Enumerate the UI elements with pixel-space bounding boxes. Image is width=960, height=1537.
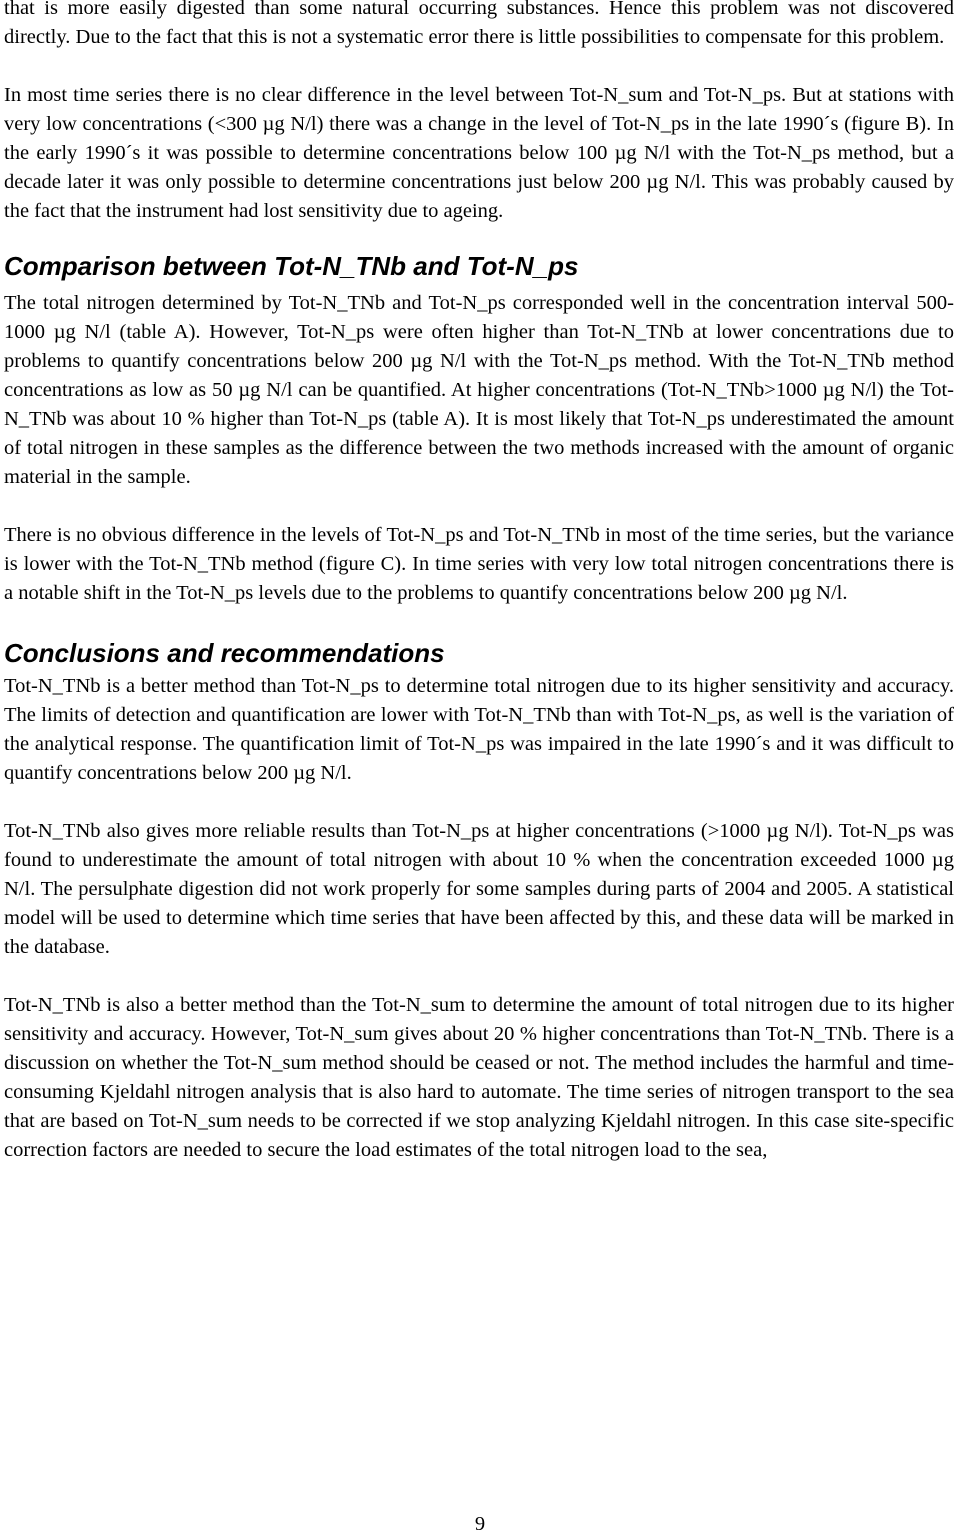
page-number: 9 [474, 1513, 486, 1535]
paragraph: Tot-N_TNb is also a better method than the Tot-N_sum to determine the amount of total nitrogen due to its higher sensitivity and accuracy. However, Tot-N_sum gives about 20 % higher concentrations than Tot-N_TNb. There is a discussion on whether the Tot-N_sum method should be ceased or not. The method includes the harmful and time-consuming Kjeldahl nitrogen analysis that is also hard to automate. The time series of nitrogen transport to the sea that are based on Tot-N_sum needs to be corrected if we stop analyzing Kjeldahl nitrogen. In this case site-specific correction factors are needed to secure the load estimates of the total nitrogen load to the sea, [4, 994, 954, 1161]
paragraph: Tot-N_TNb also gives more reliable results than Tot-N_ps at higher concentrations (>1000 µg N/l). Tot-N_ps was found to underestimate the amount of total nitrogen with about 10 % when the concentration exceeded 1000 µg N/l. The persulphate digestion did not work properly for some samples during parts of 2004 and 2005. A statistical model will be used to determine which time series that have been affected by this, and these data will be marked in the database. [4, 820, 954, 958]
paragraph: Tot-N_TNb is a better method than Tot-N_ps to determine total nitrogen due to its higher sensitivity and accuracy. The limits of detection and quantification are lower with Tot-N_TNb than with Tot-N_ps, as well is the variation of the analytical response. The quantification limit of Tot-N_ps was impaired in the late 1990´s and it was difficult to quantify concentrations below 200 µg N/l. [4, 675, 954, 784]
paragraph: The total nitrogen determined by Tot-N_TNb and Tot-N_ps corresponded well in the concentration interval 500-1000 µg N/l (table A). However, Tot-N_ps were often higher than Tot-N_TNb at lower concentrations due to problems to quantify concentrations below 200 µg N/l with the Tot-N_ps method. With the Tot-N_TNb method concentrations as low as 50 µg N/l can be quantified. At higher concentrations (Tot-N_TNb>1000 µg N/l) the Tot-N_TNb was about 10 % higher than Tot-N_ps (table A). It is most likely that Tot-N_ps underestimated the amount of total nitrogen in these samples as the difference between the two methods increased with the amount of organic material in the sample. [4, 292, 954, 488]
section-heading-comparison: Comparison between Tot-N_TNb and Tot-N_ps [4, 251, 579, 281]
paragraph: There is no obvious difference in the levels of Tot-N_ps and Tot-N_TNb in most of the time series, but the variance is lower with the Tot-N_TNb method (figure C). In time series with very low total nitrogen concentrations there is a notable shift in the Tot-N_ps levels due to the problems to quantify concentrations below 200 µg N/l. [4, 524, 954, 604]
paragraph: that is more easily digested than some natural occurring substances. Hence this problem was not discovered directly. Due to the fact that this is not a systematic error there is little possibilities to compensate for this problem. [4, 0, 954, 48]
section-heading-conclusions: Conclusions and recommendations [4, 638, 445, 668]
paragraph: In most time series there is no clear difference in the level between Tot-N_sum and Tot-N_ps. But at stations with very low concentrations (<300 µg N/l) there was a change in the level of Tot-N_ps in the late 1990´s (figure B). In the early 1990´s it was possible to determine concentrations below 100 µg N/l with the Tot-N_ps method, but a decade later it was only possible to determine concentrations just below 200 µg N/l. This was probably caused by the fact that the instrument had lost sensitivity due to ageing. [4, 84, 954, 222]
